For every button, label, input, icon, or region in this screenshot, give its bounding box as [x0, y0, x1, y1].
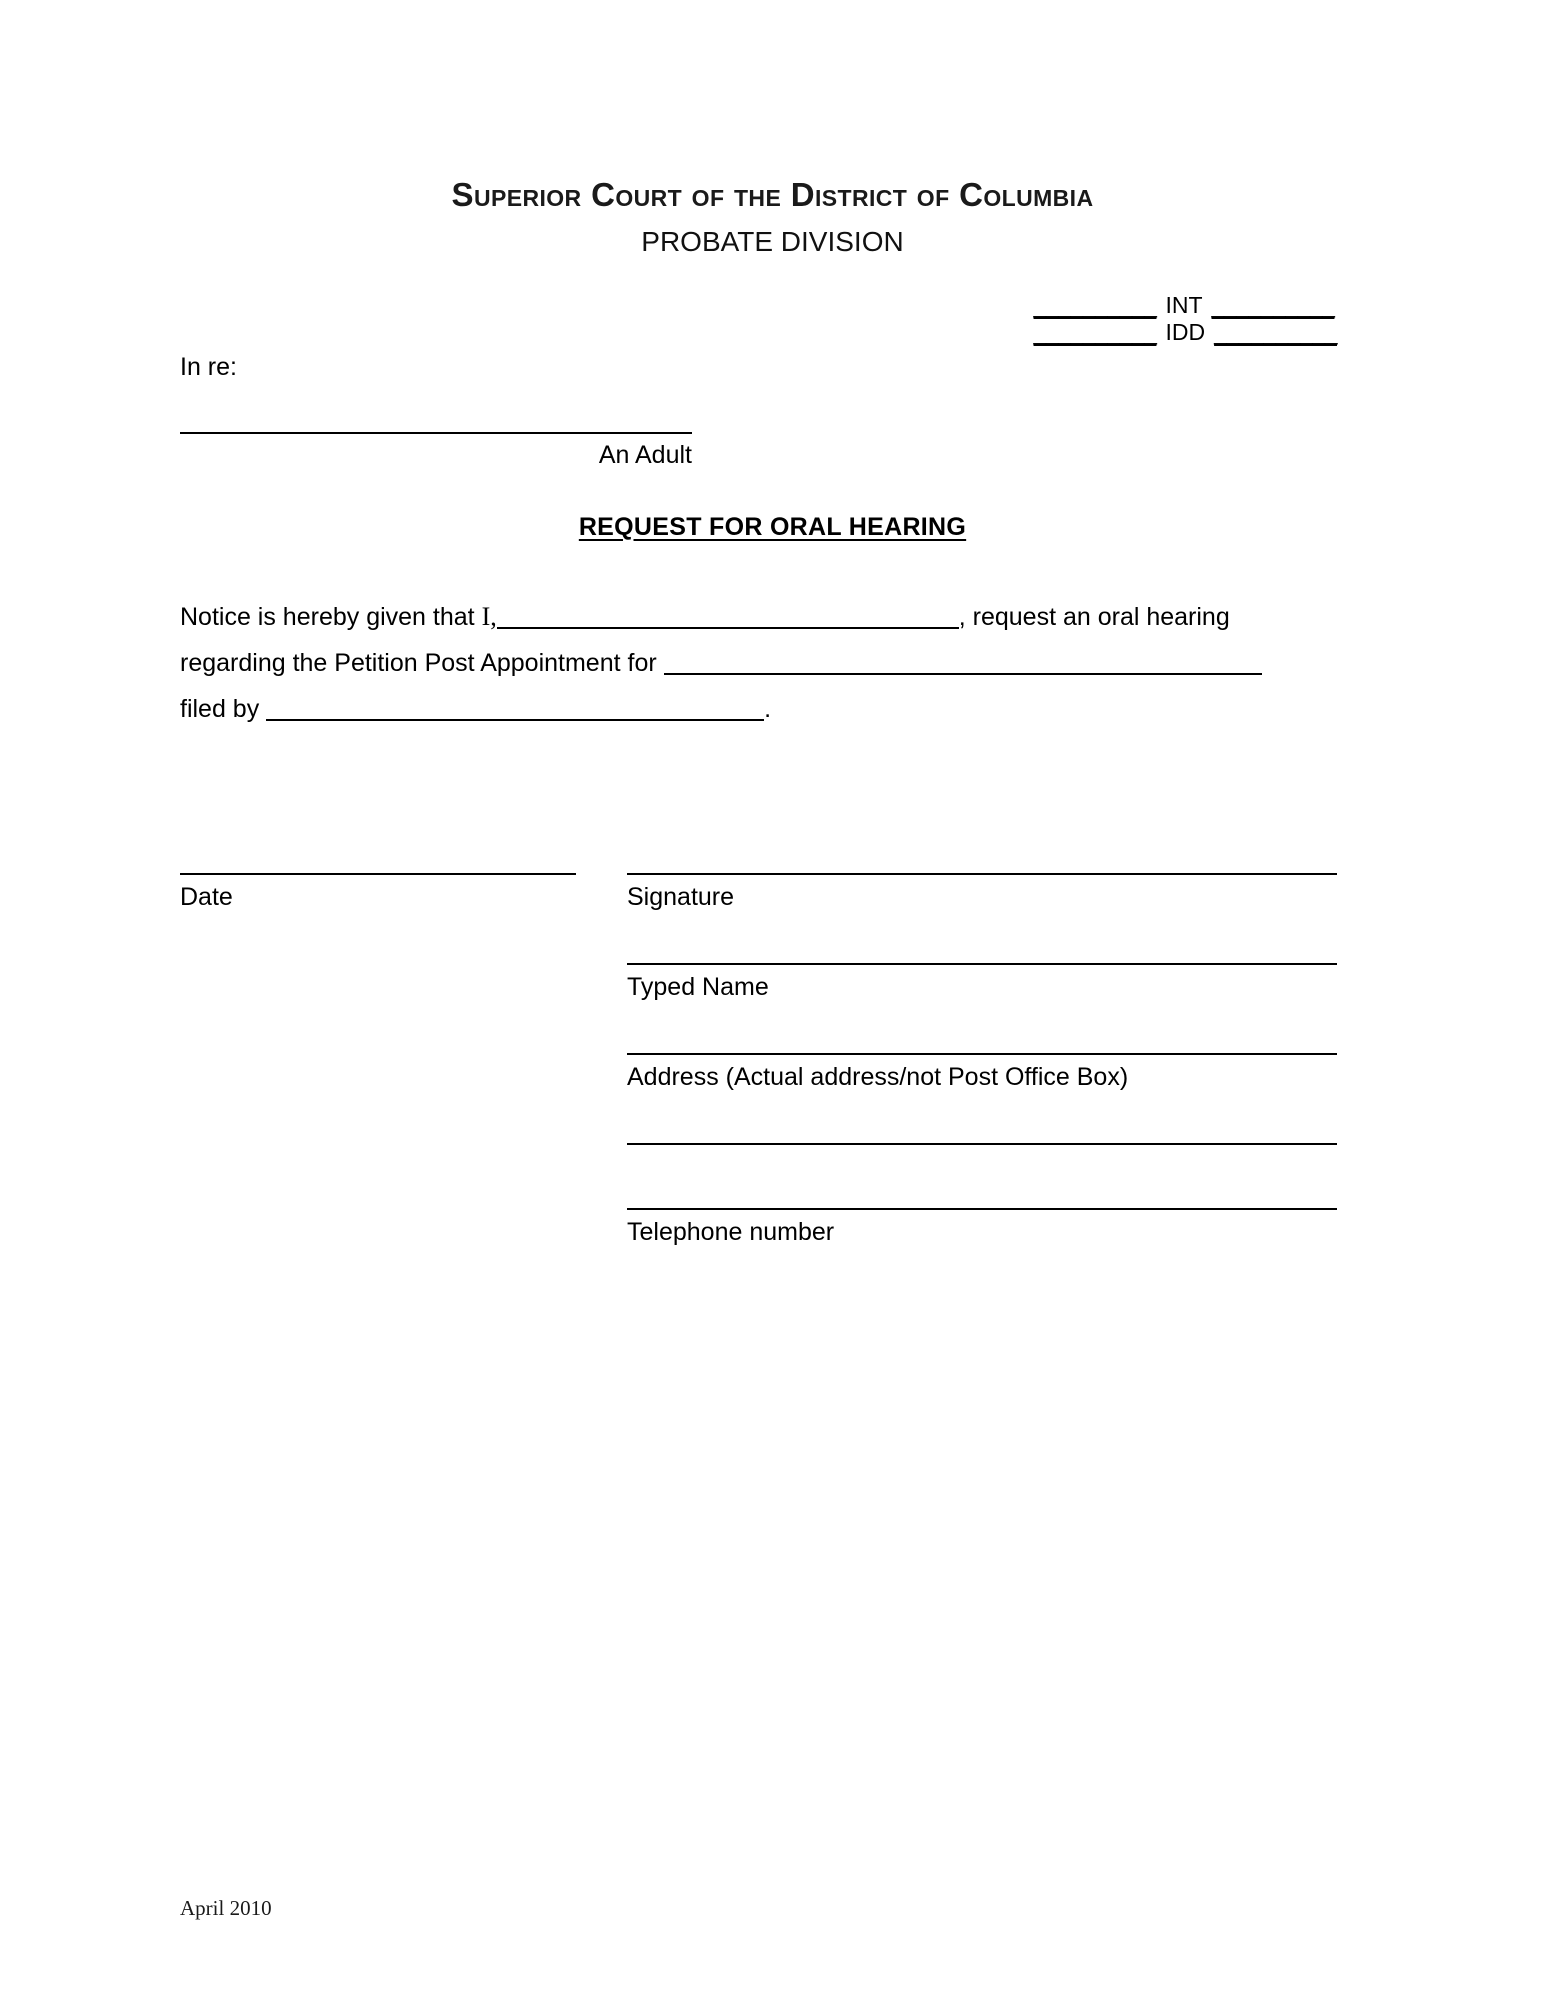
division-subheading: PROBATE DIVISION: [641, 226, 904, 257]
telephone-fill-line[interactable]: [627, 1208, 1337, 1210]
body-line-3-text-before: filed by: [180, 695, 260, 723]
int-right-blank-field[interactable]: __________: [1211, 292, 1335, 318]
date-label: Date: [180, 883, 233, 911]
idd-label: IDD: [1165, 319, 1206, 345]
body-line-2-text-before: regarding the Petition Post Appointment for: [180, 649, 657, 677]
signature-label: Signature: [627, 883, 735, 911]
body-line-1-text-before: Notice is hereby given that: [180, 603, 482, 631]
telephone-label: Telephone number: [627, 1218, 835, 1246]
address-label: Address (Actual address/not Post Office Box): [627, 1063, 1129, 1091]
address-fill-line-1[interactable]: [627, 1053, 1337, 1055]
form-revision-date: April 2010: [180, 1896, 272, 1920]
in-re-label: In re:: [180, 353, 237, 381]
idd-right-blank-field[interactable]: __________: [1214, 319, 1337, 345]
address-fill-line-2[interactable]: [627, 1143, 1337, 1145]
court-name-heading: Superior Court of the District of Columbia: [451, 176, 1094, 213]
form-title-heading: REQUEST FOR ORAL HEARING: [578, 513, 967, 541]
int-left-blank-field[interactable]: __________: [1033, 292, 1157, 318]
idd-left-blank-field[interactable]: __________: [1033, 319, 1157, 345]
int-label: INT: [1165, 292, 1203, 318]
typed-name-label: Typed Name: [627, 973, 769, 1001]
date-fill-line[interactable]: [180, 873, 576, 875]
subject-type-label: An Adult: [598, 441, 692, 469]
signature-fill-line[interactable]: [627, 873, 1337, 875]
body-line-1-text-after: , request an oral hearing: [958, 603, 1230, 631]
body-line-1-pronoun: I,: [481, 602, 497, 631]
body-line-3-text-after: .: [764, 695, 772, 723]
typed-name-fill-line[interactable]: [627, 963, 1337, 965]
